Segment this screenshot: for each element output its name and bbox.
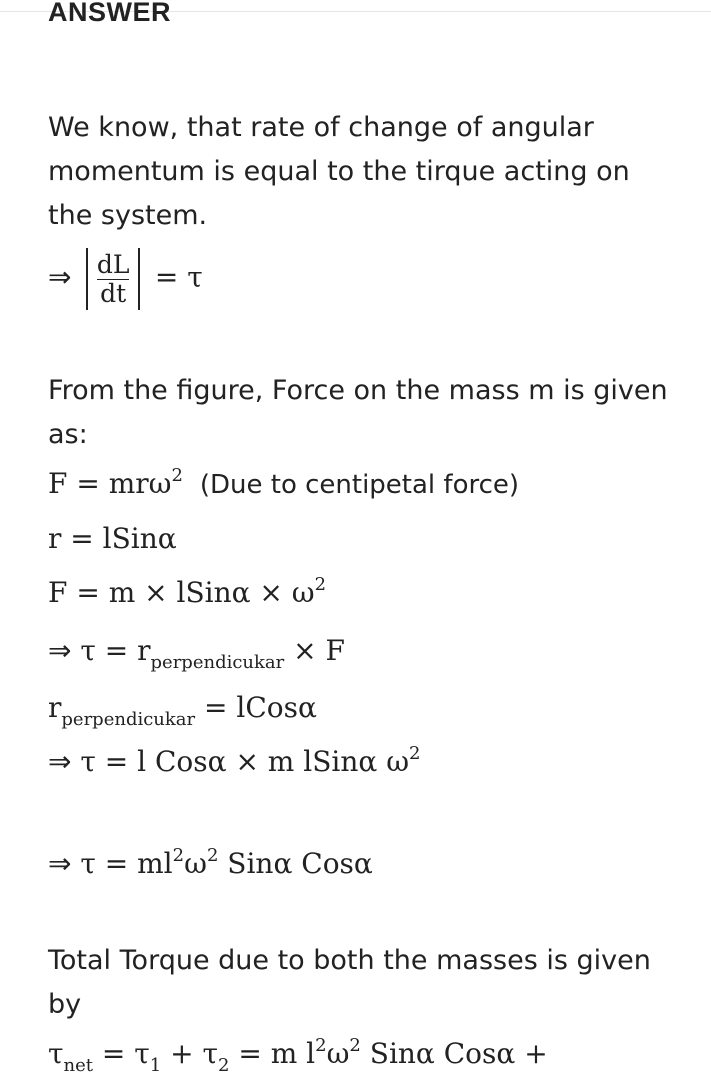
equation-torque-result [48, 846, 373, 882]
answer-heading: ANSWER [48, 0, 171, 27]
subscript: 2 [217, 1055, 230, 1076]
equation-lhs: τ = r [80, 634, 151, 667]
equation-torque-substituted [48, 744, 420, 780]
subscript: net [63, 1055, 93, 1076]
total-torque-paragraph: Total Torque due to both the masses is given by [48, 945, 651, 1020]
equation-part: = τ [101, 1037, 150, 1070]
fraction [94, 251, 133, 308]
equation-torque-cross [48, 633, 345, 673]
implies-arrow: ⇒ [48, 847, 72, 880]
abs-bar-left [86, 248, 88, 310]
exponent: 2 [409, 743, 421, 764]
subscript: perpendicukar [61, 709, 196, 730]
equation-lhs: τ [48, 1037, 64, 1070]
equation-text: τ = l Cosα × m lSinα ω [80, 745, 410, 778]
exponent: 2 [171, 465, 183, 486]
equation-net-torque [48, 1035, 548, 1076]
equation-rhs: = mrω [76, 467, 172, 500]
equation-radius [48, 521, 177, 557]
equation-text: r = lSinα [48, 522, 177, 555]
equation-lhs: F [48, 467, 68, 500]
figure-paragraph: From the figure, Force on the mass m is given as: [48, 375, 668, 450]
equation-r-perpendicular [48, 690, 317, 730]
equation-part: ω [184, 847, 207, 880]
equation-lhs: r [48, 691, 62, 724]
exponent: 2 [315, 1035, 327, 1056]
exponent: 2 [349, 1035, 361, 1056]
fraction-numerator: dL [96, 249, 130, 279]
equation-part: Sinα Cosα [227, 847, 373, 880]
implies-arrow: ⇒ [48, 634, 72, 667]
implies-arrow: ⇒ [48, 745, 72, 778]
exponent: 2 [206, 845, 219, 866]
exponent: 2 [172, 845, 185, 866]
equation-part: Sinα Cosα + [369, 1037, 548, 1070]
subscript: perpendicukar [150, 652, 285, 673]
fraction-denominator: dt [97, 279, 129, 308]
equation-rhs: = lCosα [204, 691, 317, 724]
equation-torque-definition [48, 248, 203, 310]
implies-arrow: ⇒ [48, 260, 72, 294]
equation-rhs: × F [293, 634, 345, 667]
equation-part: = m l [238, 1037, 316, 1070]
intro-paragraph: We know, that rate of change of angular momentum is equal to the tirque acting on the system. [48, 112, 630, 231]
subscript: 1 [149, 1055, 162, 1076]
abs-bar-right [138, 248, 140, 310]
equation-text: F = m × lSinα × ω [48, 576, 315, 609]
equation-part: ω [326, 1037, 350, 1070]
equation-force [48, 466, 519, 503]
equation-rhs: = τ [154, 260, 203, 294]
equation-part: τ = ml [80, 847, 173, 880]
abs-fraction [80, 248, 146, 310]
equation-force-expanded [48, 575, 326, 611]
equation-part: + τ [170, 1037, 218, 1070]
exponent: 2 [314, 574, 327, 595]
equation-note: (Due to centipetal force) [199, 470, 520, 500]
